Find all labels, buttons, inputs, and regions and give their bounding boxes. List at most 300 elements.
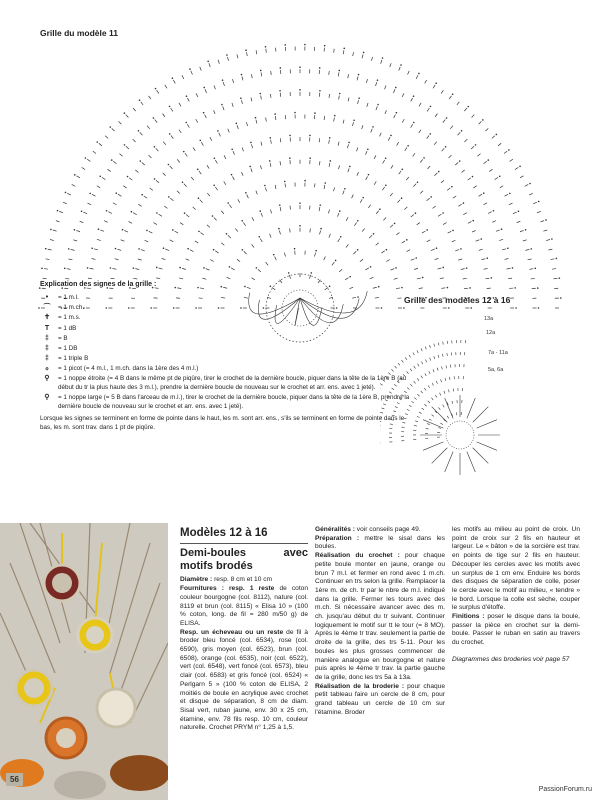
stitch-mark (48, 249, 52, 250)
stitch-mark (520, 176, 523, 178)
chain-dot (501, 228, 503, 230)
stitch-mark (149, 155, 152, 158)
spoke (423, 420, 443, 428)
stitch-mark (207, 193, 210, 196)
stitch-mark (112, 128, 115, 131)
stitch-mark (117, 249, 121, 250)
chain-dot (390, 135, 392, 137)
stitch-mark (224, 181, 226, 184)
chain-dot (203, 267, 205, 269)
stitch-mark (500, 186, 503, 188)
stitch-mark (453, 196, 456, 198)
stitch-mark (214, 217, 217, 220)
stitch-mark (546, 240, 550, 241)
stitch-mark (339, 96, 340, 100)
stitch-mark (362, 125, 363, 129)
chain-dot (538, 201, 540, 203)
stitch-mark (461, 269, 465, 270)
stitch-mark (436, 381, 437, 384)
chain-dot (214, 157, 216, 159)
stitch-mark (210, 137, 212, 141)
chain-dot (64, 268, 66, 270)
chain-dot (493, 210, 495, 212)
stitch-mark (252, 244, 254, 247)
stitch-mark (441, 288, 445, 289)
stitch-mark (509, 203, 513, 205)
chain-dot (396, 112, 398, 114)
stitch-mark (485, 128, 488, 131)
stitch-mark (441, 90, 443, 93)
chain-dot (452, 230, 454, 232)
stitch-mark (157, 90, 159, 93)
chain-dot (231, 148, 233, 150)
chain-dot (250, 142, 252, 144)
stitch-mark (443, 405, 444, 408)
stitch-mark (368, 205, 370, 208)
stitch-mark (261, 96, 262, 100)
chain-dot (294, 248, 296, 250)
stitch-mark (171, 108, 173, 111)
chain-dot (324, 45, 326, 47)
stitch-mark (334, 49, 335, 53)
stitch-mark (438, 343, 439, 346)
paragraph-label: Préparation : (315, 534, 360, 542)
stitch-mark (443, 342, 444, 345)
chain-dot (172, 229, 174, 231)
grid12-label-7a-11a: 7a - 11a (488, 350, 508, 356)
stitch-mark (458, 259, 462, 260)
stitch-mark (448, 231, 452, 233)
chain-dot (324, 182, 326, 184)
chain-dot (154, 178, 156, 180)
chain-dot (379, 208, 381, 210)
stitch-mark (329, 140, 330, 144)
chain-dot (229, 266, 231, 268)
chain-dot (284, 181, 286, 183)
stitch-mark (417, 278, 421, 279)
stitch-mark (171, 135, 173, 138)
stitch-mark (156, 148, 159, 151)
chain-dot (395, 267, 397, 269)
stitch-mark (505, 194, 509, 196)
stitch-mark (352, 122, 353, 126)
chain-dot (459, 160, 461, 162)
stitch-mark (374, 155, 376, 159)
stitch-mark (237, 125, 238, 129)
stitch-mark (502, 249, 506, 250)
stitch-mark (365, 151, 367, 155)
stitch-mark (406, 177, 409, 180)
stitch-mark (59, 211, 63, 212)
chain-dot (169, 133, 171, 135)
chain-dot (198, 231, 200, 233)
stitch-mark (427, 424, 430, 425)
stitch-mark (528, 259, 532, 260)
stitch-mark (251, 98, 252, 102)
chain-dot (226, 54, 228, 56)
stitch-mark (105, 136, 108, 139)
legend-row (40, 324, 420, 334)
chain-dot (386, 249, 388, 251)
article-column-3 (452, 526, 580, 665)
stitch-mark (438, 214, 441, 216)
chain-dot (212, 215, 214, 217)
stitch-mark (463, 213, 466, 215)
chain-dot (518, 210, 520, 212)
stitch-mark (348, 74, 349, 78)
stitch-mark (433, 369, 434, 372)
stitch-mark (464, 139, 467, 142)
chain-dot (514, 287, 516, 289)
stitch-mark (427, 135, 429, 138)
legend-heading: Explication des signes de la grille : (40, 281, 157, 288)
stitch-mark (477, 154, 480, 157)
stitch-mark (205, 89, 207, 93)
stitch-mark (381, 60, 382, 64)
chain-dot (430, 196, 432, 198)
stitch-mark (261, 142, 262, 146)
stitch-mark (394, 114, 396, 118)
chain-dot (422, 277, 424, 279)
stitch-mark (348, 168, 349, 172)
stitch-mark (407, 250, 411, 252)
stitch-mark (113, 161, 116, 163)
legend-row (40, 393, 420, 411)
stitch-mark (333, 187, 334, 191)
legend-row (40, 313, 420, 323)
stitch-mark (56, 221, 60, 222)
stitch-mark (162, 258, 166, 259)
chain-dot (231, 174, 233, 176)
stitch-mark (434, 142, 437, 145)
stitch-mark (411, 259, 415, 261)
legend-row (40, 334, 420, 344)
stitch-mark (476, 240, 480, 241)
stitch-mark (173, 80, 175, 83)
stitch-mark (256, 120, 257, 124)
stitch-mark (525, 184, 529, 186)
stitch-mark (315, 253, 316, 257)
chain-dot (186, 95, 188, 97)
stitch-mark (270, 163, 271, 167)
legend-row (40, 374, 420, 392)
stitch-mark (550, 259, 554, 260)
stitch-mark (118, 194, 121, 196)
paragraph-text: poser le disque dans la boule, passer la pièce en crochet sur la demi-boule. Passer le ruban en satin au travers du crochet. (452, 613, 580, 647)
ornament-photo (0, 523, 168, 800)
grid12-title: Grille des modèles 12 à 16 (404, 295, 511, 305)
legend-text: = 1 triple B (58, 354, 89, 362)
chain-dot (172, 77, 174, 79)
chain-dot (109, 126, 111, 128)
stitch-mark (97, 239, 101, 240)
stitch-mark (438, 268, 442, 269)
treble-icon: ‡ (45, 334, 49, 342)
stitch-mark (533, 202, 537, 204)
stitch-mark (232, 103, 233, 107)
stitch-mark (201, 233, 204, 235)
stitch-mark (434, 173, 437, 176)
chain-dot (367, 148, 369, 150)
chain-dot (115, 248, 117, 250)
stitch-mark (232, 176, 234, 180)
stitch-mark (251, 74, 252, 78)
stitch-mark (441, 379, 442, 382)
chain-dot (122, 229, 124, 231)
chain-dot (91, 247, 93, 249)
paragraph-label: Réalisation du crochet : (315, 552, 400, 560)
stitch-mark (447, 416, 449, 418)
stitch-mark (193, 147, 195, 150)
page-number: 56 (6, 773, 23, 786)
stitch-mark (352, 195, 354, 199)
chain-dot (199, 140, 201, 142)
stitch-mark (159, 214, 162, 216)
stitch-mark (431, 398, 433, 400)
chain-dot (289, 157, 291, 159)
stitch-mark (145, 240, 149, 242)
legend-row (40, 364, 420, 374)
chain-dot (289, 135, 291, 137)
stitch-mark (422, 231, 425, 233)
chain-dot (96, 141, 98, 143)
chain-dot (240, 97, 242, 99)
stitch-mark (179, 278, 183, 279)
stitch-mark (440, 278, 444, 279)
article-subtitle: Demi-boules avec motifs brodés (180, 547, 308, 572)
legend-row (40, 293, 420, 303)
chain-dot (435, 82, 437, 84)
chain-dot (81, 210, 83, 212)
triple-treble-icon: ‡ (45, 354, 49, 362)
stitch-mark (228, 235, 231, 238)
chain-dot (472, 176, 474, 178)
chain-dot (260, 70, 262, 72)
stitch-mark (329, 163, 330, 167)
stitch-mark (67, 269, 71, 270)
chain-dot (207, 61, 209, 63)
stitch-mark (432, 415, 434, 417)
stitch-mark (290, 228, 291, 232)
stitch-mark (215, 187, 217, 190)
legend-text: = 1 DB (58, 344, 78, 352)
stitch-mark (427, 240, 431, 242)
stitch-mark (53, 230, 57, 231)
stitch-mark (190, 250, 194, 252)
chain-dot (259, 93, 261, 95)
chain-dot (106, 210, 108, 212)
stitch-mark (338, 72, 339, 76)
stitch-mark (205, 114, 207, 118)
chain-dot (41, 267, 43, 269)
chain-dot (278, 228, 280, 230)
chain-dot (258, 236, 260, 238)
paragraph-text: mettre le sisal dans les boules. (315, 534, 445, 551)
chain-dot (353, 119, 355, 121)
stitch-mark (289, 275, 290, 279)
chain-dot (168, 196, 170, 198)
chain-dot (525, 229, 527, 231)
chain-dot (417, 181, 419, 183)
stitch-mark (504, 151, 507, 153)
stitch-mark (251, 168, 252, 172)
stitch-mark (371, 57, 372, 61)
chain-dot (131, 211, 133, 213)
chain-dot (329, 160, 331, 162)
chain-dot (139, 99, 141, 101)
stitch-mark (507, 268, 511, 269)
chain-dot (438, 171, 440, 173)
stitch-mark (214, 110, 216, 114)
stitch-mark (252, 217, 254, 221)
stitch-mark (155, 120, 157, 123)
stitch-mark (218, 60, 219, 64)
chain-dot (442, 212, 444, 214)
legend-text: = 1 m.s. (58, 314, 81, 322)
chain-dot (480, 238, 482, 240)
chain-dot (400, 64, 402, 66)
chain-dot (442, 267, 444, 269)
stitch-mark (437, 368, 438, 371)
stitch-mark (442, 366, 443, 369)
stitch-mark (426, 428, 429, 429)
stitch-mark (163, 142, 166, 145)
stitch-mark (348, 98, 349, 102)
stitch-mark (419, 103, 421, 106)
stitch-mark (446, 365, 447, 368)
stitch-mark (71, 249, 75, 250)
chain-dot (85, 157, 87, 159)
stitch-mark (135, 170, 138, 173)
stitch-mark (149, 96, 151, 99)
chain-dot (198, 197, 200, 199)
stitch-mark (275, 116, 276, 120)
stitch-mark (170, 198, 173, 201)
stitch-mark (223, 82, 224, 86)
stitch-mark (396, 233, 399, 235)
chain-dot (335, 260, 337, 262)
stitch-mark (339, 269, 342, 272)
chain-dot (344, 188, 346, 190)
stitch-mark (135, 269, 139, 270)
chain-dot (182, 181, 184, 183)
chain-dot (57, 210, 59, 212)
chain-dot (138, 248, 140, 250)
stitch-mark (337, 213, 339, 217)
stitch-mark (443, 223, 446, 225)
stitch-mark (142, 162, 145, 165)
stitch-mark (484, 161, 487, 163)
stitch-mark (227, 57, 228, 61)
stitch-mark (227, 277, 231, 279)
stitch-mark (429, 371, 430, 374)
chain-dot (339, 93, 341, 95)
stitch-mark (165, 249, 169, 251)
stitch-mark (463, 278, 467, 279)
stitch-mark (195, 241, 198, 243)
stitch-mark (270, 234, 272, 238)
stitch-mark (425, 373, 426, 376)
chain-dot (89, 193, 91, 195)
stitch-mark (191, 177, 194, 180)
chain-dot (74, 174, 76, 176)
stitch-mark (241, 100, 242, 104)
stitch-mark (334, 118, 335, 122)
chain-dot (445, 146, 447, 148)
stitch-mark (520, 230, 524, 231)
stitch-mark (90, 268, 94, 269)
chain-dot (363, 52, 365, 54)
stitch-mark (328, 210, 329, 214)
stitch-mark (399, 171, 401, 174)
stitch-mark (445, 378, 446, 381)
chain-dot (319, 204, 321, 206)
stitch-mark (420, 159, 423, 162)
chain-dot (509, 193, 511, 195)
stitch-mark (332, 262, 334, 265)
article-paragraph (452, 613, 580, 648)
stitch-mark (444, 391, 445, 394)
stitch-mark (376, 243, 379, 246)
chain-dot (545, 219, 547, 221)
stitch-mark (175, 231, 178, 233)
spoke (477, 442, 497, 450)
stitch-mark (133, 213, 136, 215)
chain-dot (299, 66, 301, 68)
stitch-mark (366, 79, 367, 83)
stitch-mark (360, 259, 363, 261)
stitch-mark (488, 212, 492, 214)
chain-dot (320, 228, 322, 230)
chain-dot (217, 130, 219, 132)
stitch-mark (376, 106, 377, 110)
stitch-mark (275, 256, 277, 260)
spoke (423, 442, 443, 450)
stitch-mark (440, 423, 443, 425)
chain-dot (315, 250, 317, 252)
chain-dot (98, 228, 100, 230)
stitch-mark (411, 98, 413, 102)
double-crochet-icon: T (44, 324, 50, 332)
chain-dot (155, 88, 157, 90)
chain-dot (373, 233, 375, 235)
stitch-mark (99, 143, 102, 146)
stitch-mark (215, 160, 217, 163)
stitch-mark (156, 180, 159, 183)
picot-icon: ℴ (45, 365, 49, 373)
chain-dot (279, 90, 281, 92)
stitch-mark (324, 185, 325, 189)
stitch-mark (46, 259, 50, 260)
chain-dot (334, 115, 336, 117)
slip-stitch-icon: ⌒ (43, 304, 51, 312)
stitch-mark (383, 217, 386, 220)
chain-dot (99, 175, 101, 177)
stitch-mark (163, 173, 166, 176)
stitch-mark (393, 89, 395, 93)
stitch-mark (270, 210, 271, 214)
title-divider (180, 543, 308, 544)
paragraph-label: Diamètre : (180, 576, 213, 584)
chain-dot (385, 184, 387, 186)
stitch-mark (433, 85, 435, 88)
stitch-mark (427, 166, 430, 169)
stitch-mark (354, 222, 356, 225)
embroidery-caption: Diagrammes des broderies voir page 57 (452, 655, 570, 663)
chain-dot (368, 174, 370, 176)
stitch-mark (390, 225, 393, 228)
stitch-mark (458, 132, 461, 135)
